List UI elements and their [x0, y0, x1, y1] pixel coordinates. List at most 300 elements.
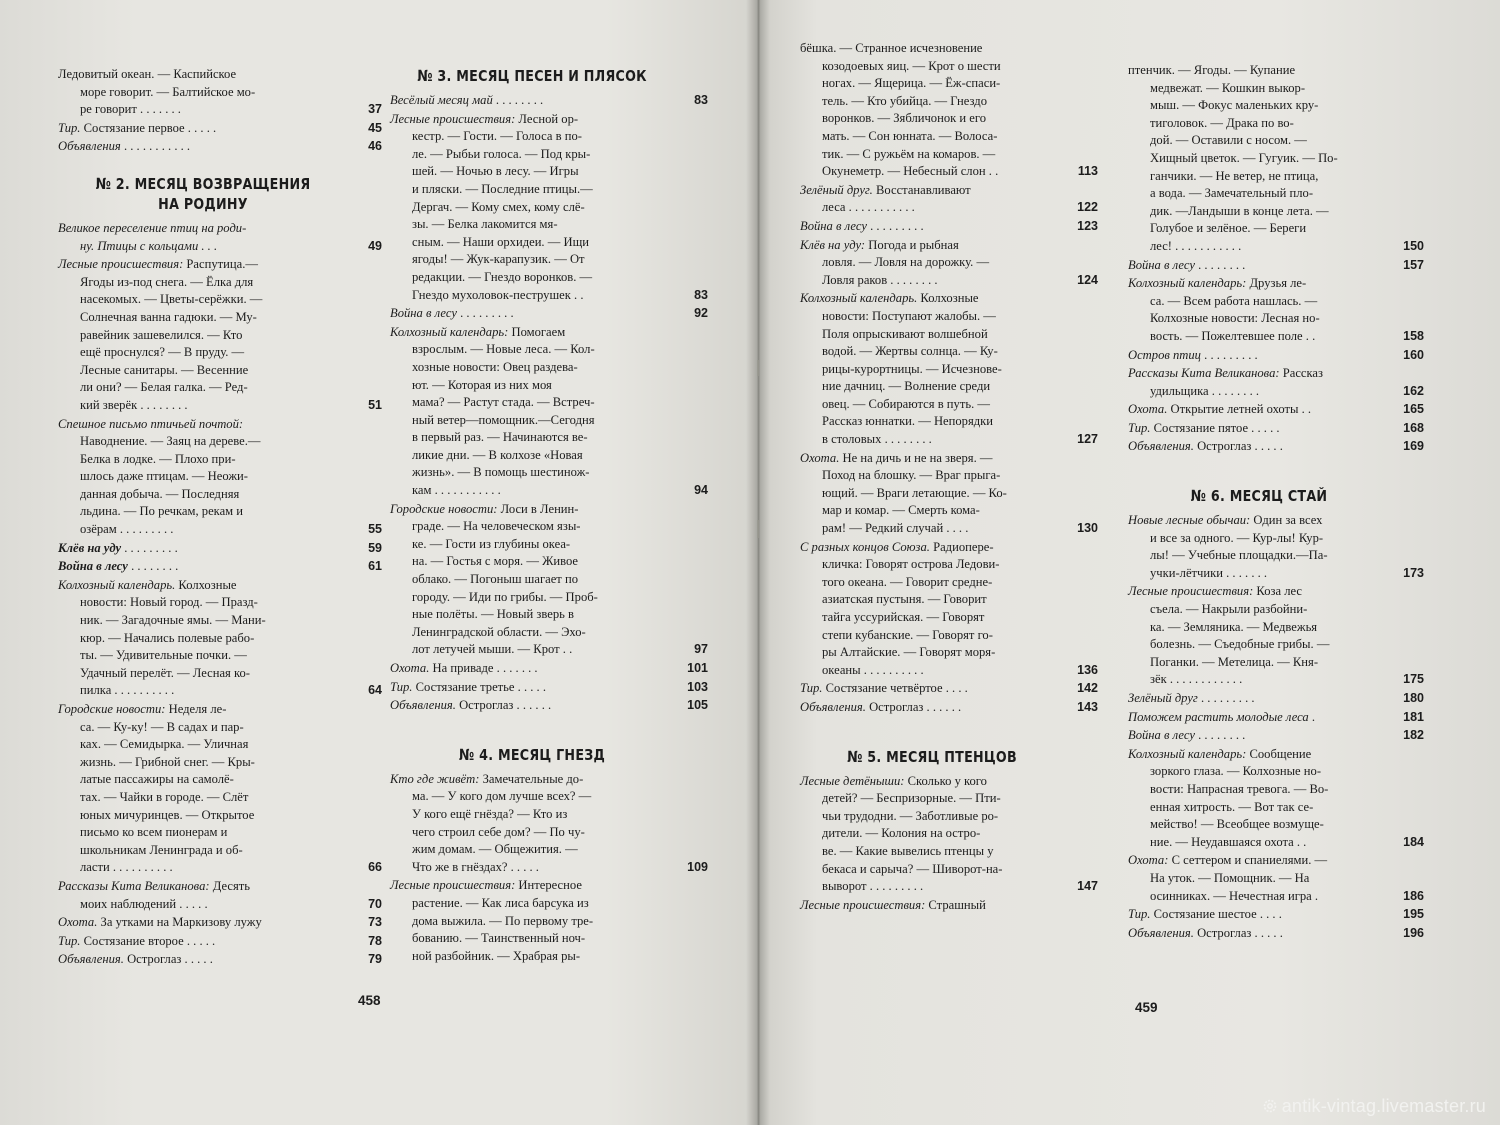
toc-page-number: 46: [368, 139, 382, 154]
toc-entry-line: граде. — На человеческом язы-: [412, 519, 581, 534]
toc-entry-line: ные полёты. — Новый зверь в: [412, 607, 574, 622]
toc-entry-line: шлось даже птицам. — Неожи-: [80, 469, 248, 484]
toc-entry-text: Состязание шестое . . . .: [1153, 907, 1282, 922]
toc-entry-line: ют. — Которая из них моя: [412, 377, 552, 392]
toc-page-number: 150: [1403, 238, 1424, 253]
toc-page-number: 160: [1403, 347, 1424, 362]
toc-entry-label: Колхозный календарь:: [1128, 276, 1247, 291]
toc-page-number: 113: [1077, 164, 1098, 179]
toc-entry-line: Окунеметр. — Небесный слон . .: [822, 164, 999, 179]
toc-entry-label: Остров птиц: [1128, 347, 1201, 362]
toc-entry-first-line: [800, 699, 1064, 717]
toc-entry-line: У кого ещё гнёзда? — Кто из: [412, 806, 568, 821]
toc-page-number: 142: [1077, 681, 1098, 696]
toc-entry-line: дой. — Оставили с носом. —: [1150, 133, 1307, 148]
toc-entry-label: Охота.: [58, 915, 98, 930]
toc-page-number: 45: [368, 120, 382, 135]
toc-entry-first-line: [1128, 583, 1390, 601]
toc-entry-line: растение. — Как лиса барсука из: [412, 895, 589, 910]
toc-page-number: 195: [1403, 907, 1424, 922]
toc-entry-text: . . . . . . . . .: [870, 218, 924, 233]
toc-entry: [58, 416, 382, 539]
toc-entry-label: Тир.: [1128, 420, 1151, 435]
toc-entry-line: бекаса и сарыча? — Шиворот-на-: [822, 861, 1003, 876]
toc-entry-line: Хищный цветок. — Гугуик. — По-: [1150, 150, 1338, 165]
toc-entry-first-line: [1128, 852, 1390, 870]
toc-entry-line: ягоды! — Жук-карапузик. — От: [412, 252, 585, 267]
toc-entry-line: зы. — Белка лакомится мя-: [412, 217, 558, 232]
toc-entry-line: чего строил себе дом? — По чу-: [412, 824, 585, 839]
toc-entry-line: школьникам Ленинграда и об-: [80, 842, 243, 857]
toc-entry-line: ние дачниц. — Волнение среди: [822, 379, 991, 394]
toc-entry-text: Сколько у кого: [907, 773, 987, 788]
toc-entry-first-line: [390, 111, 674, 129]
toc-entry-line: кам . . . . . . . . . . .: [412, 483, 501, 498]
toc-column-4: [1128, 62, 1424, 943]
toc-page-number: 143: [1077, 699, 1098, 714]
toc-entry-line: насекомых. — Цветы-серёжки. —: [80, 292, 263, 307]
toc-entry: [800, 539, 1098, 680]
toc-entry: [1128, 365, 1424, 400]
toc-entry-line: городу. — Иди по грибы. — Проб-: [412, 589, 598, 604]
toc-entry-line: ликие дни. — В колхозе «Новая: [412, 447, 583, 462]
toc-entry: [1128, 257, 1424, 275]
toc-entry-text: . . . . . . . . . . .: [123, 139, 191, 154]
toc-entry: [1128, 690, 1424, 708]
toc-entry-line: шей. — Ночью в лесу. — Игры: [412, 164, 579, 179]
toc-entry-first-line: [390, 771, 674, 789]
toc-entry-text: Состязание второе . . . . .: [83, 933, 216, 948]
toc-entry-text: Радиопере-: [933, 539, 994, 554]
toc-entry-text: На приваде . . . . . . .: [432, 661, 538, 675]
toc-entry-first-line: [58, 951, 348, 969]
toc-entry-first-line: [390, 679, 674, 697]
toc-entry-line: Белка в лодке. — Плохо при-: [80, 451, 236, 466]
toc-entry-line: детей? — Беспризорные. — Пти-: [822, 791, 1001, 806]
toc-entry-line: рам! — Редкий случай . . . .: [822, 521, 969, 536]
toc-page-number: 196: [1403, 925, 1424, 940]
toc-entry-line: ласти . . . . . . . . . .: [80, 860, 173, 875]
toc-entry-line: съела. — Накрыли разбойни-: [1150, 602, 1308, 617]
toc-entry-text: Страшный: [928, 897, 986, 912]
toc-entry-line: болезнь. — Съедобные грибы. —: [1150, 637, 1330, 652]
toc-entry-text: . . . . . . . .: [495, 93, 544, 107]
toc-entry-label: Городские новости:: [58, 702, 166, 716]
toc-entry-text: . . . . . . . . .: [1204, 347, 1258, 362]
toc-page-number: 73: [368, 915, 382, 930]
toc-entry: [390, 679, 708, 697]
toc-entry-line: и пляски. — Последние птицы.—: [412, 181, 593, 196]
toc-entry-line: а вода. — Замечательный пло-: [1150, 186, 1314, 201]
toc-entry-first-line: [800, 237, 1064, 255]
toc-entry-line: хозные новости: Овец раздева-: [412, 359, 578, 374]
toc-column-1: [58, 66, 382, 970]
toc-entry-line: тиголовок. — Драка по во-: [1150, 115, 1294, 130]
toc-entry-line: бованию. — Таинственный ноч-: [412, 931, 586, 946]
toc-entry-label: Зелёный друг: [1128, 691, 1198, 705]
toc-entry-label: Новые лесные обычаи:: [1128, 513, 1251, 528]
toc-entry-text: Состязание третье . . . . .: [415, 679, 546, 694]
toc-entry-first-line: [800, 450, 1064, 468]
toc-entry-first-line: [800, 218, 1064, 236]
toc-entry: [1128, 727, 1424, 745]
toc-page-number: 59: [368, 540, 382, 555]
toc-entry: [1128, 852, 1424, 905]
toc-page-number: 162: [1403, 383, 1424, 398]
toc-entry-line: ве. — Какие вывелись птенцы у: [822, 843, 994, 858]
toc-entry-text: Не на дичь и не на зверя. —: [842, 450, 993, 465]
toc-entry: [390, 697, 708, 715]
toc-entry-line: Лесные санитары. — Весенние: [80, 362, 249, 377]
toc-page-number: 165: [1403, 402, 1424, 417]
toc-entry-first-line: [390, 501, 674, 519]
toc-entry-line: Ледовитый океан. — Каспийское: [58, 67, 237, 81]
toc-entry: [390, 92, 708, 110]
toc-entry: [58, 138, 382, 156]
toc-entry-line: данная добыча. — Последняя: [80, 486, 240, 501]
toc-page-number: 124: [1077, 272, 1098, 287]
toc-entry-label: Объявления.: [1128, 925, 1194, 940]
toc-entry-line: на. — Гостья с моря. — Живое: [412, 554, 578, 569]
toc-page-number: 186: [1403, 888, 1424, 903]
toc-entry-line: мама? — Растут стада. — Встреч-: [412, 395, 595, 410]
toc-entry-label: С разных концов Союза.: [800, 539, 930, 554]
toc-entry: [58, 66, 382, 119]
toc-entry-first-line: [1128, 257, 1390, 275]
binding-stitch: [757, 520, 759, 538]
section-heading-line: № 4. МЕСЯЦ ГНЕЗД: [458, 745, 606, 764]
section-heading: [1152, 486, 1367, 506]
toc-entry-text: . . . . . . . .: [1198, 257, 1246, 272]
toc-entry-label: Тир.: [1128, 907, 1151, 922]
toc-entry-text: . . . . . . . . .: [124, 540, 178, 555]
toc-entry-line: ке. — Гости из глубины океа-: [412, 536, 571, 551]
toc-entry-line: кюр. — Начались полевые рабо-: [80, 630, 255, 645]
toc-entry-line: новости: Новый город. — Празд-: [80, 595, 258, 610]
toc-entry-label: Война в лесу: [58, 559, 128, 574]
toc-page-number: 55: [368, 522, 382, 537]
toc-page-number: 97: [694, 642, 708, 657]
toc-entry-line: латые пассажиры на самолё-: [80, 772, 234, 787]
toc-entry-label: Зелёный друг.: [800, 182, 873, 197]
section-heading: [824, 747, 1040, 767]
toc-entry-text: Остроглаз . . . . .: [1197, 925, 1283, 940]
toc-column-2: [390, 66, 708, 966]
toc-page-number: 83: [694, 93, 708, 107]
toc-entry: [58, 558, 382, 576]
toc-entry: [1128, 583, 1424, 689]
toc-entry-line: ещё проснулся? — В пруду. —: [80, 345, 245, 360]
toc-entry: [390, 501, 708, 659]
toc-entry-label: Охота.: [390, 661, 430, 675]
toc-entry-text: Открытие летней охоты . .: [1170, 402, 1312, 417]
toc-entry-label: Колхозный календарь.: [58, 577, 176, 592]
toc-entry: [1128, 401, 1424, 419]
toc-entry-line: вости: Напрасная тревога. — Во-: [1150, 781, 1329, 796]
toc-entry-first-line: [58, 120, 348, 138]
toc-entry: [800, 897, 1064, 915]
toc-entry-label: Тир.: [58, 120, 81, 135]
toc-entry: [390, 877, 674, 965]
toc-entry-line: леса . . . . . . . . . . .: [822, 200, 915, 215]
toc-entry: [800, 218, 1098, 236]
page-number-left: 458: [358, 993, 381, 1008]
toc-page-number: 83: [694, 287, 708, 302]
toc-entry-line: ной разбойник. — Храбрая ры-: [412, 948, 581, 963]
toc-entry: [800, 773, 1098, 896]
toc-entry: [800, 680, 1098, 698]
toc-entry-text: Остроглаз . . . . . .: [459, 698, 552, 713]
toc-entry-line: воронков. — Зябличонок и его: [822, 111, 987, 126]
toc-entry-first-line: [58, 220, 348, 238]
toc-entry-line: ле. — Рыбьи голоса. — Под кры-: [412, 146, 591, 161]
toc-entry-line: дители. — Колония на остро-: [822, 826, 981, 841]
toc-entry-text: . . . . . . . . .: [460, 306, 514, 321]
toc-entry-first-line: [58, 701, 348, 719]
toc-page-number: 123: [1077, 218, 1098, 233]
toc-entry-line: кличка: Говорят острова Ледови-: [822, 557, 1000, 572]
toc-entry-line: лес! . . . . . . . . . . .: [1150, 238, 1242, 253]
toc-entry-label: Объявления.: [390, 698, 456, 713]
toc-entry-line: Поганки. — Метелица. — Кня-: [1150, 654, 1319, 669]
toc-entry-line: Солнечная ванна гадюки. — Му-: [80, 309, 257, 324]
toc-entry-text: Один за всех: [1253, 513, 1323, 528]
toc-entry-text: Остроглаз . . . . .: [1197, 439, 1283, 454]
toc-entry-line: пилка . . . . . . . . . .: [80, 683, 175, 698]
toc-entry-line: вость. — Пожелтевшее поле . .: [1150, 328, 1316, 343]
toc-entry-text: Состязание первое . . . . .: [83, 120, 217, 135]
toc-entry-line: удильщика . . . . . . . .: [1150, 383, 1260, 398]
toc-entry-text: . . . . . . . .: [1198, 728, 1246, 743]
toc-entry-line: са. — Всем работа нашлась. —: [1150, 293, 1318, 308]
toc-entry-first-line: [1128, 420, 1390, 438]
toc-page-number: 51: [368, 397, 382, 412]
toc-page-number: 147: [1077, 879, 1098, 894]
toc-entry-label: Поможем растить молодые леса: [1128, 709, 1309, 724]
toc-entry-text: Помогаем: [511, 324, 566, 339]
toc-entry-line: дик. —Ландыши в конце лета. —: [1150, 203, 1329, 218]
toc-entry-text: Распутица.—: [186, 257, 258, 272]
watermark: [1262, 1096, 1486, 1117]
toc-entry-first-line: [1128, 347, 1390, 365]
toc-entry-label: Объявления.: [800, 699, 866, 714]
toc-entry-line: и все за одного. — Кур-лы! Кур-: [1150, 530, 1324, 545]
toc-page-number: 64: [368, 683, 382, 698]
toc-entry-label: Война в лесу: [390, 306, 457, 321]
toc-page-number: 61: [368, 559, 382, 574]
toc-entry-first-line: [390, 324, 674, 342]
section-heading-line: № 5. МЕСЯЦ ПТЕНЦОВ: [847, 747, 1017, 766]
toc-entry-line: Рассказ юннатки. — Непорядки: [822, 414, 994, 429]
toc-entry: [58, 878, 382, 913]
toc-entry-line: кестр. — Гости. — Голоса в по-: [412, 129, 582, 144]
toc-entry-line: тайга уссурийская. — Говорят: [822, 610, 985, 624]
toc-entry-line: ганчики. — Не ветер, не птица,: [1150, 168, 1319, 183]
section-heading-line: № 3. МЕСЯЦ ПЕСЕН И ПЛЯСОК: [417, 67, 647, 85]
toc-page-number: 49: [368, 238, 382, 253]
toc-entry-first-line: [58, 138, 348, 156]
toc-page-number: 181: [1403, 709, 1424, 724]
toc-page-number: 66: [368, 860, 382, 875]
toc-entry-line: выворот . . . . . . . . .: [822, 879, 924, 894]
toc-entry: [800, 182, 1098, 217]
toc-entry-label: Война в лесу: [1128, 728, 1195, 743]
toc-entry-label: Лесные происшествия:: [800, 897, 926, 912]
toc-entry-line: Колхозные новости: Лесная но-: [1150, 311, 1320, 326]
toc-entry-label: Клёв на уду:: [800, 237, 866, 252]
book-gutter: [746, 0, 770, 1125]
toc-entry-label: Городские новости:: [390, 501, 498, 516]
toc-entry-line: ты. — Удивительные почки. —: [80, 648, 247, 663]
toc-entry-line: письмо ко всем пионерам и: [80, 825, 228, 840]
toc-entry-label: Рассказы Кита Великанова:: [58, 878, 210, 893]
toc-entry: [1128, 275, 1424, 345]
toc-entry-label: Весёлый месяц май: [390, 93, 493, 107]
toc-entry-text: Лесной ор-: [518, 111, 579, 126]
toc-page-number: 109: [687, 859, 708, 874]
toc-entry-first-line: [1128, 709, 1390, 727]
toc-entry-first-line: [58, 540, 348, 558]
toc-entry-first-line: [800, 182, 1064, 200]
toc-entry-first-line: [58, 256, 348, 274]
toc-entry-first-line: [1128, 925, 1390, 943]
toc-entry-text: Замечательные до-: [482, 771, 584, 786]
toc-entry-line: Поля опрыскивают волшебной: [822, 326, 988, 341]
toc-entry: [1128, 62, 1424, 256]
toc-entry-line: жизнь. — Грибной снег. — Кры-: [80, 754, 255, 769]
toc-entry-first-line: [58, 558, 348, 576]
toc-page-number: 175: [1403, 672, 1424, 687]
toc-entry-line: тель. — Кто убийца. — Гнездо: [822, 93, 987, 108]
toc-page-number: 105: [687, 698, 708, 713]
toc-page-number: 169: [1403, 439, 1424, 454]
toc-entry-text: С сеттером и спаниелями. —: [1171, 853, 1328, 868]
toc-entry-line: зоркого глаза. — Колхозные но-: [1150, 764, 1322, 779]
toc-entry-line: азиатская пустыня. — Говорит: [822, 592, 987, 607]
toc-entry-label: Лесные происшествия:: [390, 878, 516, 893]
toc-entry-text: Коза лес: [1256, 584, 1302, 599]
toc-entry-text: Колхозные: [178, 577, 237, 592]
toc-entry-line: Ягоды из-под снега. — Ёлка для: [80, 274, 254, 289]
toc-entry-label: Тир.: [58, 933, 81, 948]
section-heading: [416, 745, 649, 765]
toc-page-number: 37: [368, 102, 382, 117]
toc-page-number: 70: [368, 896, 382, 911]
toc-entry-line: океаны . . . . . . . . . .: [822, 662, 924, 677]
toc-entry-label: Лесные происшествия:: [58, 257, 184, 272]
toc-entry-first-line: [1128, 512, 1390, 530]
toc-entry-line: птенчик. — Ягоды. — Купание: [1128, 63, 1296, 77]
gear-icon: [1262, 1098, 1278, 1114]
toc-entry-line: ногах. — Ящерица. — Ёж-спаси-: [822, 76, 1001, 91]
toc-entry-label: Лесные происшествия:: [390, 111, 516, 126]
toc-entry: [800, 237, 1098, 290]
toc-entry-line: того океана. — Говорит средне-: [822, 574, 993, 589]
toc-entry-line: Дергач. — Кому смех, кому слё-: [412, 199, 585, 214]
toc-entry-first-line: [1128, 727, 1390, 745]
toc-entry-text: Неделя ле-: [168, 702, 227, 716]
toc-entry-line: ка. — Земляника. — Медвежья: [1150, 619, 1318, 634]
toc-entry-label: Рассказы Кита Великанова:: [1128, 366, 1280, 381]
toc-entry-line: море говорит. — Балтийское мо-: [80, 84, 256, 99]
toc-entry-line: тик. — С ружьём на комаров. —: [822, 146, 996, 161]
toc-page-number: 173: [1403, 565, 1424, 580]
toc-entry-first-line: [390, 877, 674, 895]
section-heading-line: НА РОДИНУ: [158, 194, 248, 213]
toc-entry-label: Тир.: [390, 679, 413, 694]
toc-page-number: 136: [1077, 662, 1098, 677]
toc-entry-label: Колхозный календарь:: [1128, 746, 1247, 761]
toc-entry-text: Остроглаз . . . . .: [127, 952, 213, 967]
toc-entry: [1128, 347, 1424, 365]
toc-entry-line: Удачный перелёт. — Лесная ко-: [80, 665, 250, 680]
binding-stitch: [757, 360, 759, 376]
toc-entry-label: Колхозный календарь:: [390, 324, 509, 339]
toc-entry-text: Колхозные: [920, 291, 979, 306]
toc-entry-text: Сообщение: [1249, 746, 1312, 761]
toc-entry: [1128, 512, 1424, 582]
toc-entry: [1128, 746, 1424, 852]
toc-entry: [800, 290, 1098, 448]
toc-entry-label: Война в лесу: [1128, 257, 1195, 272]
toc-entry-text: Остроглаз . . . . . .: [869, 699, 962, 714]
toc-entry: [1128, 420, 1424, 438]
toc-entry: [390, 324, 708, 500]
toc-entry-first-line: [800, 539, 1064, 557]
toc-entry-line: енная хитрость. — Вот так се-: [1150, 799, 1314, 814]
toc-entry-line: са. — Ку-ку! — В садах и пар-: [80, 719, 244, 734]
section-heading: [84, 174, 322, 214]
toc-entry-label: Охота.: [800, 450, 840, 465]
toc-entry: [1128, 925, 1424, 943]
toc-page-number: 122: [1077, 200, 1098, 215]
toc-entry-label: Охота:: [1128, 853, 1169, 868]
toc-entry-line: овец. — Собираются в путь. —: [822, 396, 990, 411]
toc-entry-line: ловля. — Ловля на дорожку. —: [822, 255, 990, 270]
toc-page-number: 158: [1403, 328, 1424, 343]
toc-entry-line: жизнь». — В помощь шестинож-: [412, 465, 590, 480]
toc-entry-text: Интересное: [518, 878, 582, 893]
toc-entry-line: облако. — Погоныш шагает по: [412, 572, 578, 587]
toc-entry-line: озёрам . . . . . . . . .: [80, 522, 174, 537]
toc-entry-first-line: [1128, 275, 1390, 293]
toc-entry-line: чьи трудодни. — Заботливые ро-: [822, 808, 999, 823]
toc-entry-first-line: [390, 92, 674, 110]
toc-entry: [1128, 906, 1424, 924]
toc-entry-line: юных мичуринцев. — Открытое: [80, 807, 255, 822]
toc-entry-line: моих наблюдений . . . . .: [80, 896, 208, 911]
toc-entry-line: ма. — У кого дом лучше всех? —: [412, 789, 592, 804]
toc-page-number: 168: [1403, 420, 1424, 435]
toc-page-number: 184: [1403, 834, 1424, 849]
toc-entry-text: .: [1311, 709, 1316, 724]
toc-entry-first-line: [1128, 438, 1390, 456]
toc-entry-label: Великое переселение птиц на роди-: [58, 220, 247, 235]
toc-entry-text: Лоси в Ленин-: [500, 501, 579, 516]
toc-entry: [390, 305, 708, 323]
toc-entry-line: рицы-курортницы. — Исчезнове-: [822, 361, 1002, 376]
section-heading-line: № 6. МЕСЯЦ СТАЙ: [1190, 487, 1328, 506]
toc-page-number: 127: [1077, 432, 1098, 447]
toc-entry-line: Гнездо мухоловок-пеструшек . .: [412, 287, 584, 302]
toc-entry-text: Рассказ: [1282, 366, 1323, 381]
toc-entry-first-line: [800, 290, 1064, 308]
toc-entry-line: Ловля раков . . . . . . . .: [822, 272, 938, 287]
toc-page-number: 182: [1403, 728, 1424, 743]
toc-page-number: 94: [694, 483, 708, 498]
toc-entry-label: Спешное письмо птичьей почтой:: [58, 416, 244, 431]
toc-entry-line: в первый раз. — Начинаются ве-: [412, 430, 588, 445]
